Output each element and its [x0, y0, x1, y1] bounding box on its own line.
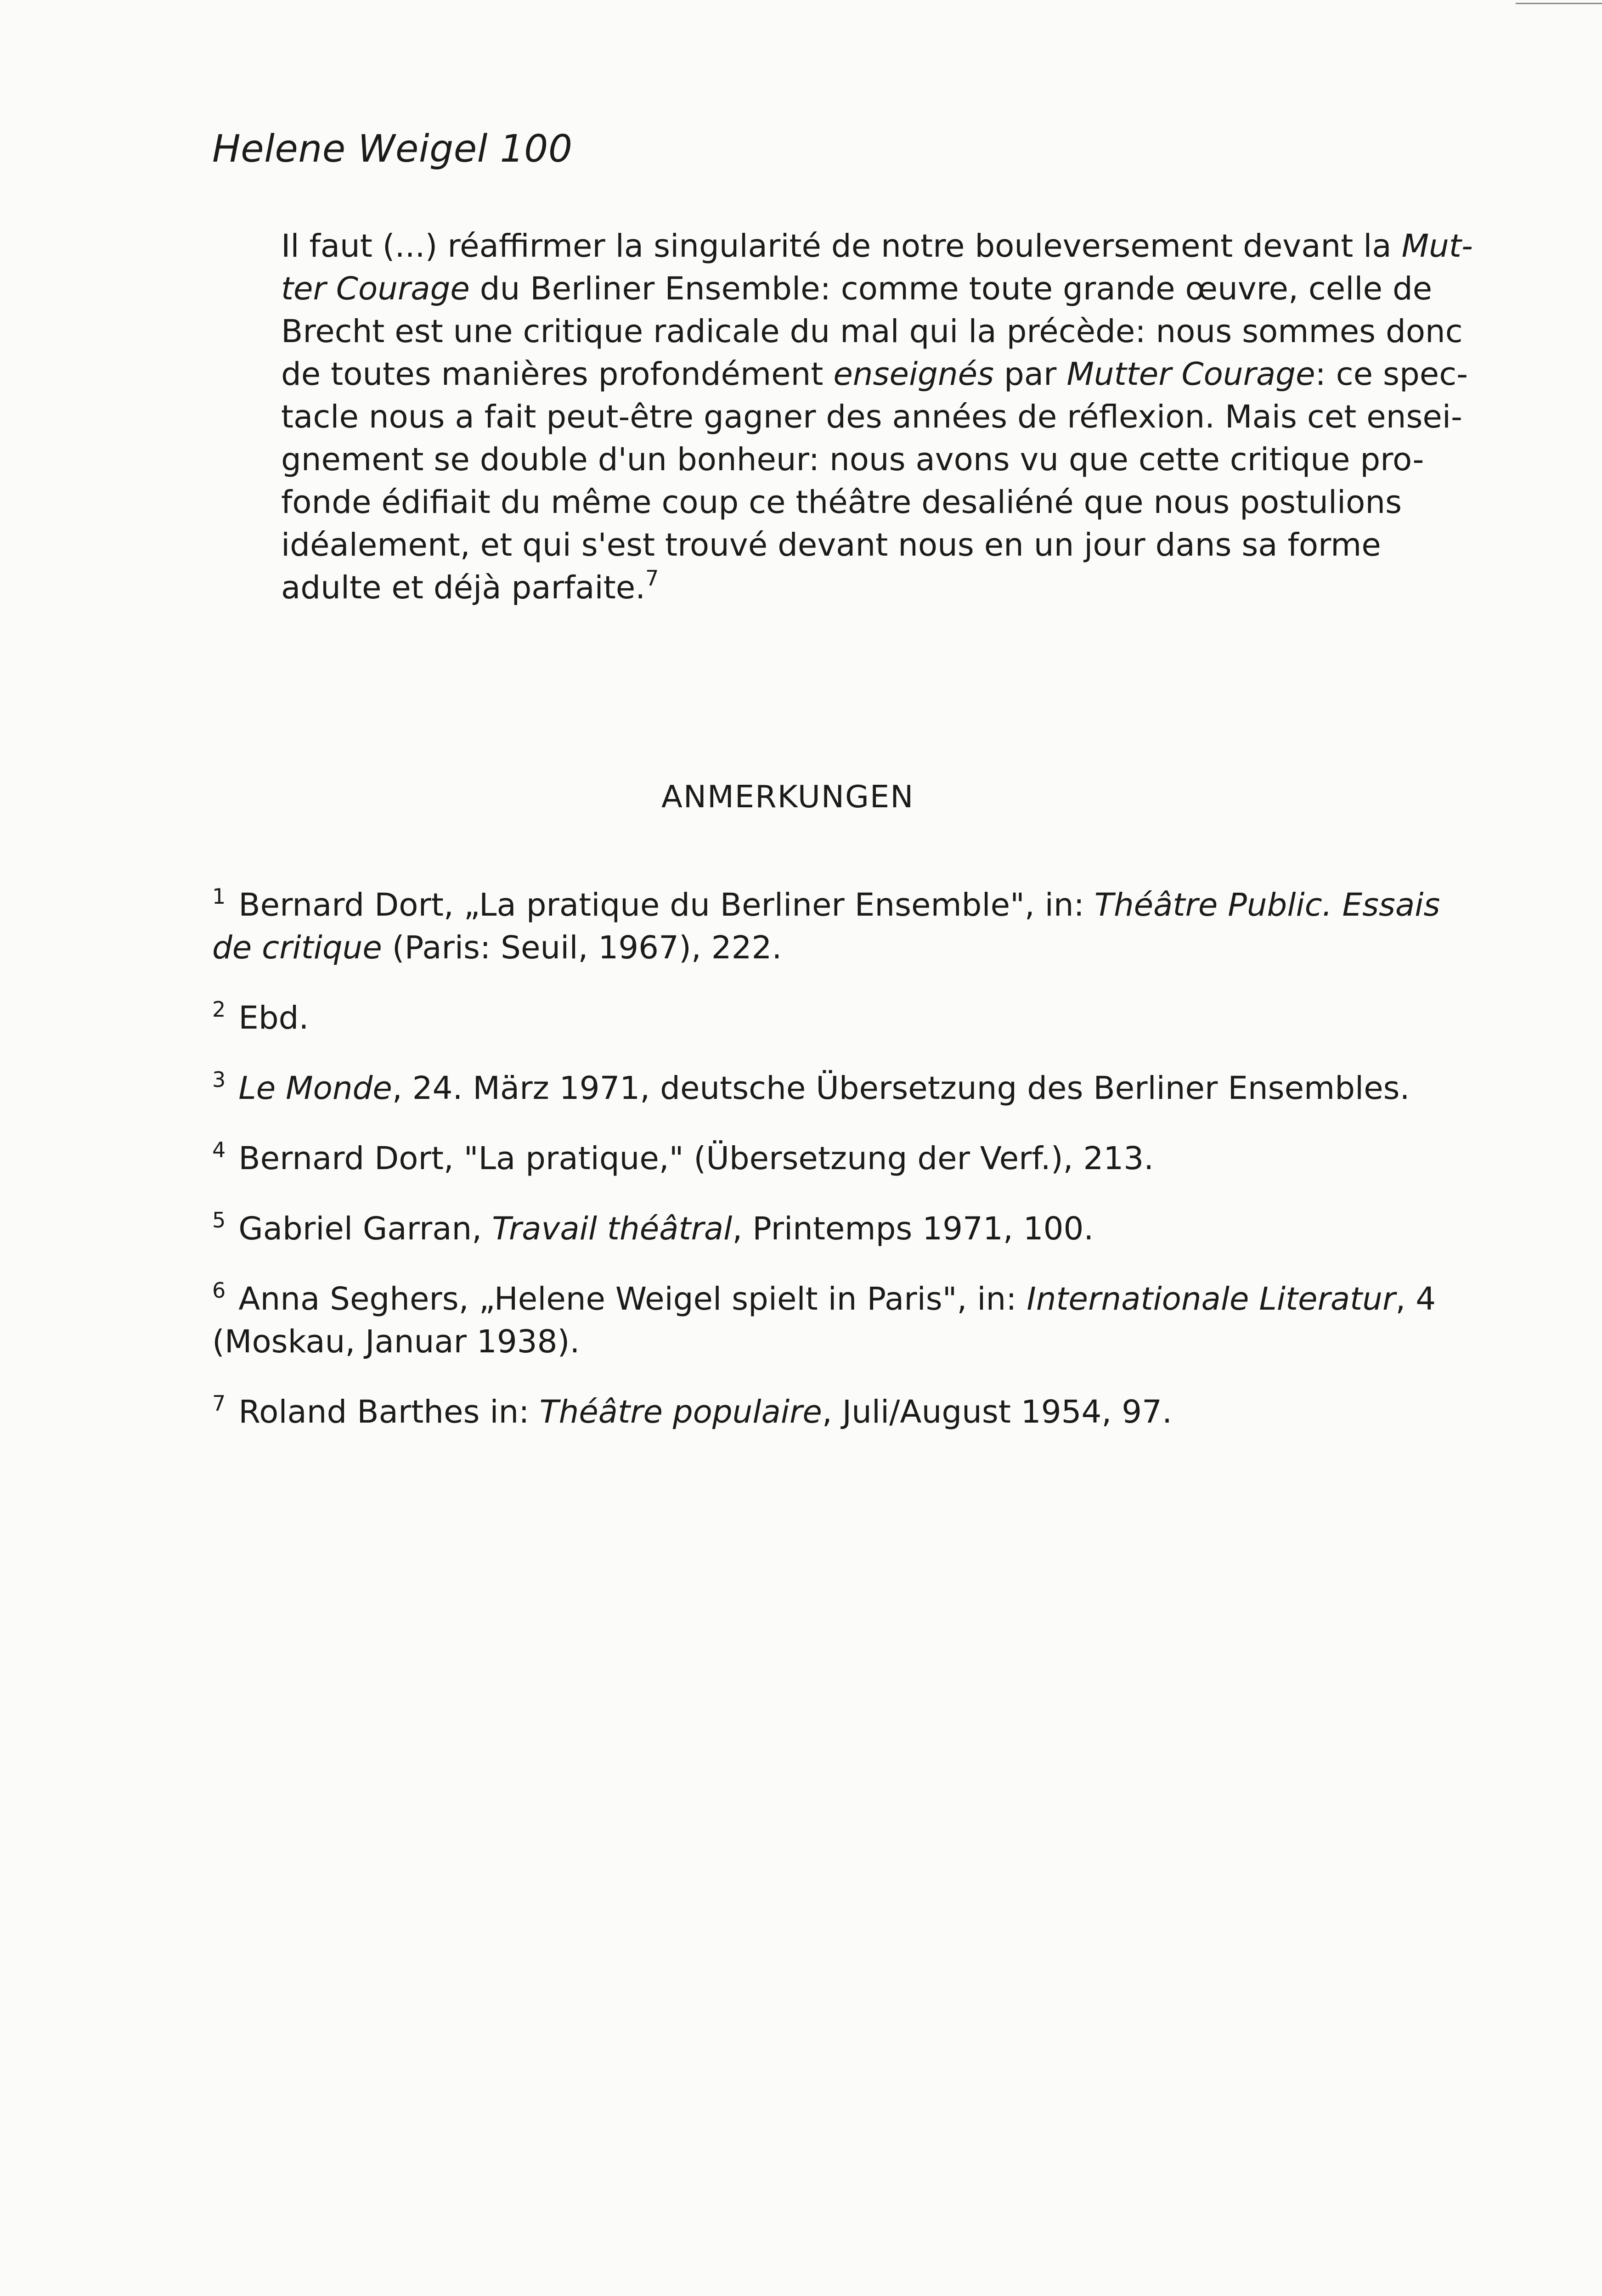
endnote-text: [238, 1281, 1436, 1317]
endnote-text: [238, 1210, 1094, 1247]
quote-line: [281, 353, 1468, 396]
text-run: gnement se double d'un bonheur: nous avons vu que cette critique pro-: [281, 441, 1424, 478]
text-run: : ce spec-: [1315, 356, 1468, 393]
notes-heading: ANMERKUNGEN: [661, 779, 914, 815]
text-run: , 4: [1395, 1281, 1436, 1317]
text-run: Il faut (...) réaffirmer la singularité de notre bouleversement devant la: [281, 228, 1402, 264]
quote-line: [281, 268, 1433, 310]
italic-run: Théâtre populaire: [539, 1394, 822, 1430]
italic-run: Internationale Literatur: [1027, 1281, 1396, 1317]
quote-line: [281, 225, 1473, 268]
text-run: Brecht est une critique radicale du mal qui la précède: nous sommes donc: [281, 313, 1463, 350]
text-run: Bernard Dort, „La pratique du Berliner Ensemble", in:: [238, 887, 1094, 923]
endnote-7: [212, 1391, 1374, 1434]
endnote-number: 6: [212, 1278, 226, 1303]
text-run: du Berliner Ensemble: comme toute grande œuvre, celle de: [469, 270, 1433, 307]
italic-run: ter Courage: [281, 270, 470, 307]
endnotes-list: [212, 884, 1440, 1461]
scan-edge-rule: [1516, 3, 1602, 4]
text-run: adulte et déjà parfaite.: [281, 569, 646, 606]
italic-run: Mutter Courage: [1066, 356, 1315, 393]
text-run: , 24. März 1971, deutsche Übersetzung des Berliner Ensembles.: [392, 1070, 1410, 1107]
italic-run: enseignés: [833, 356, 994, 393]
italic-run: Travail théâtral: [492, 1210, 733, 1247]
endnote-number: 7: [212, 1391, 226, 1416]
footnote-ref-7: 7: [645, 566, 659, 591]
text-run: (Paris: Seuil, 1967), 222.: [382, 929, 782, 966]
italic-run: Mut-: [1401, 228, 1473, 264]
endnote-line: [212, 1067, 1410, 1110]
text-run: Roland Barthes in:: [238, 1394, 540, 1430]
page-number: [212, 2294, 273, 2296]
italic-run: Théâtre Public. Essais: [1094, 887, 1440, 923]
quote-line: [281, 396, 1462, 439]
italic-run: Le Monde: [238, 1070, 392, 1107]
endnote-number: 2: [212, 997, 226, 1022]
text-run: Gabriel Garran,: [238, 1210, 492, 1247]
text-run: fonde édifiait du même coup ce théâtre desaliéné que nous postulions: [281, 484, 1402, 521]
endnote-line: [212, 927, 1374, 969]
text-run: , Juli/August 1954, 97.: [822, 1394, 1173, 1430]
endnote-3: [212, 1067, 1410, 1110]
endnote-text: [238, 1070, 1410, 1107]
quote-line: [281, 481, 1402, 524]
endnote-1: [212, 884, 1440, 969]
endnote-text: [238, 1140, 1154, 1177]
text-run: Ebd.: [238, 1000, 309, 1036]
text-run: idéalement, et qui s'est trouvé devant nous en un jour dans sa forme: [281, 527, 1381, 563]
text-run: Anna Seghers, „Helene Weigel spielt in Paris", in:: [238, 1281, 1027, 1317]
quote-line-text: [281, 569, 645, 606]
endnote-number: 3: [212, 1067, 226, 1092]
quote-line: [281, 310, 1463, 353]
endnote-text: [238, 887, 1440, 923]
endnote-line: [212, 884, 1440, 927]
text-run: tacle nous a fait peut-être gagner des années de réflexion. Mais cet ensei-: [281, 399, 1462, 435]
text-run: (Moskau, Januar 1938).: [212, 1323, 580, 1360]
text-run: Bernard Dort, "La pratique," (Übersetzung der Verf.), 213.: [238, 1140, 1154, 1177]
endnote-line: [212, 1137, 1374, 1180]
text-run: par: [994, 356, 1067, 393]
quote-line: [281, 524, 1381, 567]
endnote-line: [212, 997, 1374, 1040]
endnote-5: [212, 1208, 1374, 1250]
endnote-number: 1: [212, 884, 226, 909]
running-head: Helene Weigel 100: [212, 127, 573, 171]
endnote-text: [238, 1394, 1172, 1430]
endnote-line: [212, 1208, 1374, 1250]
italic-run: de critique: [212, 929, 382, 966]
quote-line: [281, 439, 1424, 481]
quote-line-last: [281, 567, 1374, 609]
block-quote: [281, 225, 1473, 609]
text-run: de toutes manières profondément: [281, 356, 834, 393]
endnote-4: [212, 1137, 1374, 1180]
endnote-number: 5: [212, 1208, 226, 1232]
endnote-line: [212, 1321, 1374, 1363]
endnote-line: [212, 1278, 1436, 1321]
endnote-6: [212, 1278, 1436, 1363]
endnote-number: 4: [212, 1137, 226, 1162]
endnote-2: [212, 997, 1374, 1040]
endnote-text: [238, 1000, 309, 1036]
endnote-line: [212, 1391, 1374, 1434]
text-run: , Printemps 1971, 100.: [732, 1210, 1094, 1247]
